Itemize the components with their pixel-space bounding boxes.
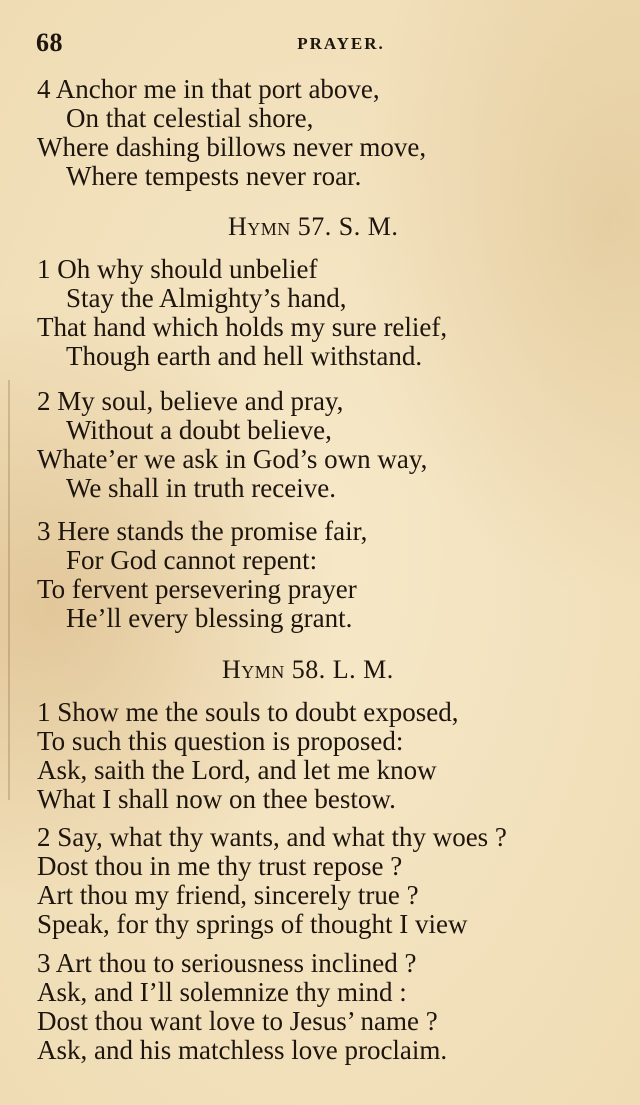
verse-line: Without a doubt believe, xyxy=(66,415,332,445)
verse-line: Dost thou want love to Jesus’ name ? xyxy=(37,1006,438,1036)
verse-line: 1 Show me the souls to doubt exposed, xyxy=(37,697,459,727)
hymn-57-heading: Hymn 57. S. M. xyxy=(228,212,399,241)
running-title: PRAYER. xyxy=(297,34,385,53)
hymn-58-heading: Hymn 58. L. M. xyxy=(222,655,394,684)
verse-line: 2 Say, what thy wants, and what thy woes ? xyxy=(37,822,507,852)
verse-line: On that celestial shore, xyxy=(66,103,314,133)
verse-line: 4 Anchor me in that port above, xyxy=(37,74,380,104)
verse-line: 3 Here stands the promise fair, xyxy=(37,516,368,546)
verse-line: 3 Art thou to seriousness inclined ? xyxy=(37,948,417,978)
verse-line: To such this question is proposed: xyxy=(37,726,404,756)
verse-line: Where tempests never roar. xyxy=(66,161,362,191)
verse-line: Art thou my friend, sincerely true ? xyxy=(37,880,419,910)
page-number: 68 xyxy=(36,28,63,57)
verse-line: Dost thou in me thy trust repose ? xyxy=(37,851,403,881)
verse-line: What I shall now on thee bestow. xyxy=(37,784,396,814)
verse-line: Stay the Almighty’s hand, xyxy=(66,283,347,313)
verse-line: To fervent persevering prayer xyxy=(37,574,357,604)
verse-line: That hand which holds my sure relief, xyxy=(37,312,448,342)
verse-line: Whate’er we ask in God’s own way, xyxy=(37,444,428,474)
verse-line: 1 Oh why should unbelief xyxy=(37,254,318,284)
verse-line: Though earth and hell withstand. xyxy=(66,341,423,371)
verse-line: Ask, saith the Lord, and let me know xyxy=(37,755,437,785)
verse-line: Speak, for thy springs of thought I view xyxy=(37,909,468,939)
verse-line: For God cannot repent: xyxy=(66,545,318,575)
verse-line: We shall in truth receive. xyxy=(66,473,336,503)
page-edge-stain xyxy=(8,380,10,800)
page-header xyxy=(36,28,596,64)
verse-line: Ask, and his matchless love proclaim. xyxy=(37,1035,448,1065)
verse-line: Where dashing billows never move, xyxy=(37,132,427,162)
verse-line: 2 My soul, believe and pray, xyxy=(37,386,344,416)
verse-line: Ask, and I’ll solemnize thy mind : xyxy=(37,977,407,1007)
verse-line: He’ll every blessing grant. xyxy=(66,603,353,633)
